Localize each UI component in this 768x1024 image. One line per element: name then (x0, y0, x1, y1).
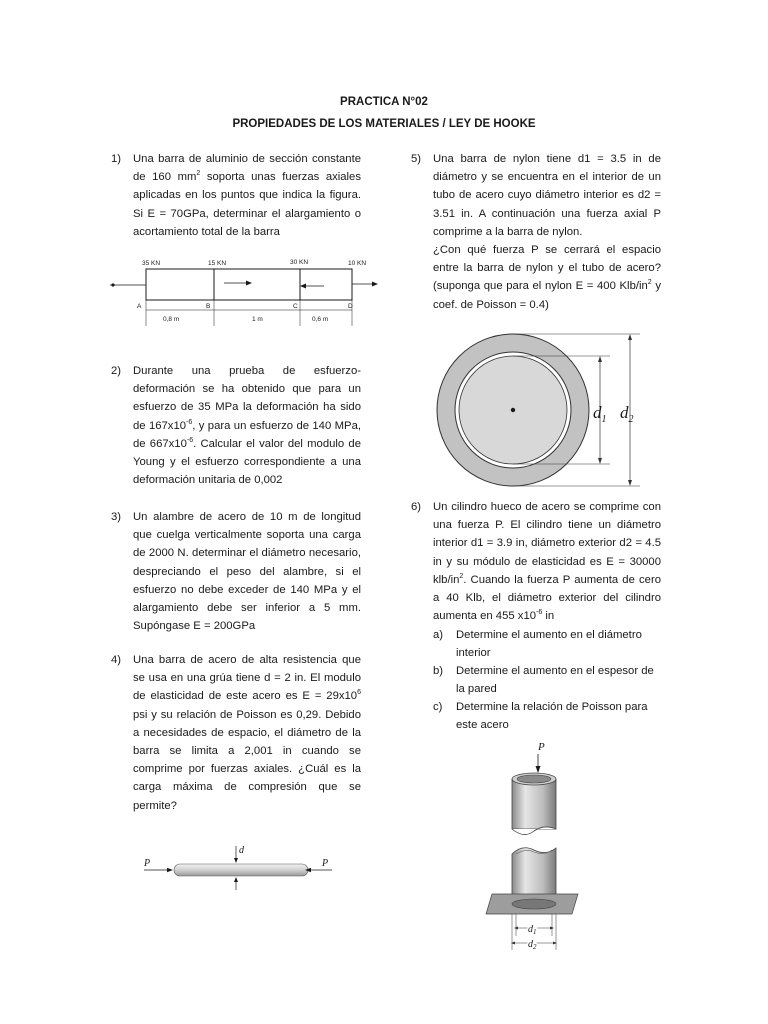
problem-6-text-c: in (542, 610, 555, 623)
load-label-p: P (538, 741, 545, 753)
rod-body (174, 864, 308, 876)
point-label-b: B (206, 303, 211, 310)
problem-5-text-a: Una barra de nylon tiene d1 = 3.5 in de diámetro y se encuentra en el interior de un tubo de acero cuyo diámetro interior es d2 = 3.51 in. A continuación una fuerza axial P comprime a la barra de nylon. (433, 153, 661, 238)
problem-5-text (433, 150, 661, 314)
problem-5-text-c: y coef. de Poisson = 0.4) (433, 280, 661, 311)
dim-label-bc: 1 m (252, 316, 263, 323)
point-label-a: A (137, 303, 142, 310)
problem-1-text (133, 150, 361, 241)
diameter-label: d (239, 845, 244, 856)
problem-3-number: 3) (111, 511, 122, 523)
problem-6-sup-b: -6 (536, 609, 543, 617)
d1-label: $d_1$ (593, 403, 607, 425)
d2-label: $d_2$ (528, 939, 537, 951)
problem-3-text: Un alambre de acero de 10 m de longitud que cuelga verticalmente soporta una carga de 2000 N. determinar el diámetro necesario, despreciando el peso del alambre, si el esfuerzo no debe exceder de 140 MPa y el alargamiento debe ser inferior a 5 mm. Supóngase E = 200GPa (133, 511, 361, 633)
problem-2-text-b: , y para un esfuerzo de 140 MPa, de 667x10 (133, 419, 361, 450)
problem-1-number: 1) (111, 153, 122, 165)
problem-1-sup: 2 (196, 170, 201, 178)
dim-label-ab: 0,8 m (163, 316, 180, 323)
force-label-a: 35 KN (142, 260, 161, 267)
problem-2-text-a: Durante una prueba de esfuerzo-deformación se ha obtenido que para un esfuerzo de 35 MPa la deformación ha sido de 167x10 (133, 365, 361, 432)
bar-segment-bc (214, 269, 300, 300)
problem-5-number: 5) (411, 153, 422, 165)
point-label-c: C (293, 303, 298, 310)
problem-6-number: 6) (411, 501, 422, 513)
bar-segment-ab (146, 269, 214, 300)
problem-4-number: 4) (111, 654, 122, 666)
point-label-d: D (348, 303, 353, 310)
page-subtitle: PROPIEDADES DE LOS MATERIALES / LEY DE HOOKE (232, 118, 536, 130)
problem-6-text-b: . Cuando la fuerza P aumenta de cero a 40 Klb, el diámetro exterior del cilindro aumenta en 455 x10 (433, 573, 661, 623)
dim-label-cd: 0,6 m (312, 316, 329, 323)
problem-6-text (433, 498, 661, 625)
problem-1-text-a: Una barra de aluminio de sección constante de 160 mm (133, 153, 361, 184)
problem-6-sup-a: 2 (459, 573, 464, 581)
problem-2-sup-a: -6 (186, 418, 193, 426)
problem-6-item-b-label: b) (433, 665, 444, 677)
problem-1-bar-figure (108, 254, 388, 328)
problem-5-text-b: ¿Con qué fuerza P se cerrará el espacio entre la barra de nylon y el tubo de acero? (suponga que para el nylon E = 400 Klb/in (433, 244, 661, 293)
problem-4-text (133, 651, 361, 815)
bar-segment-cd (300, 269, 352, 300)
problem-4-text-b: psi y su relación de Poisson es 0,29. Debido a necesidades de espacio, el diámetro de la barra se limita a 2,001 in cuando se comprime por fuerzas axiales. ¿Cuál es la carga máxima de compresión que se permite? (133, 708, 361, 812)
d2-label: $d_2$ (620, 403, 634, 425)
force-label-d: 10 KN (348, 260, 367, 267)
problem-1-text-b: soporta unas fuerzas axiales aplicadas en los puntos que indica la figura. Si E = 70GPa, determinar el alargamiento o acortamiento total de la barra (133, 171, 361, 238)
force-label-right: P (322, 858, 329, 869)
problem-6-cylinder-figure (478, 736, 588, 958)
problem-6-item-c-text: Determine la relación de Poisson para este acero (456, 701, 648, 732)
problem-2-sup-b: -6 (186, 437, 194, 445)
force-label-left: P (144, 858, 151, 869)
problem-4-rod-figure (138, 840, 338, 892)
problem-2-text-c: . Calcular el valor del modulo de Young y el esfuerzo correspondiente a una deformación unitaria de 0,002 (133, 437, 361, 487)
problem-6-text-a: Un cilindro hueco de acero se comprime con una fuerza P. El cilindro tiene un diámetro interior d1 = 3.9 in, diámetro exterior d2 = 4.5 in y su módulo de elasticidad es E = 30000 klb/in (433, 501, 661, 586)
problem-4-sup: 6 (357, 689, 361, 697)
problem-6-item-c-label: c) (433, 701, 443, 713)
problem-6-item-a-text: Determine el aumento en el diámetro interior (456, 629, 642, 660)
problem-6-item-a-label: a) (433, 629, 444, 641)
problem-5-sup: 2 (647, 279, 652, 287)
problem-4-text-a: Una barra de acero de alta resistencia que se usa en una grúa tiene d = 2 in. El modulo de elasticidad de este acero es E = 29x10 (133, 654, 361, 703)
page-title: PRACTICA N°02 (340, 96, 428, 108)
problem-2-number: 2) (111, 365, 122, 377)
problem-2-text (133, 362, 361, 489)
problem-5-cross-section-figure (430, 328, 650, 478)
problem-6-item-b-text: Determine el aumento en el espesor de la pared (456, 665, 654, 696)
force-label-b: 15 KN (208, 260, 227, 267)
force-label-c: 30 KN (290, 259, 309, 266)
d1-label: $d_1$ (528, 924, 537, 936)
